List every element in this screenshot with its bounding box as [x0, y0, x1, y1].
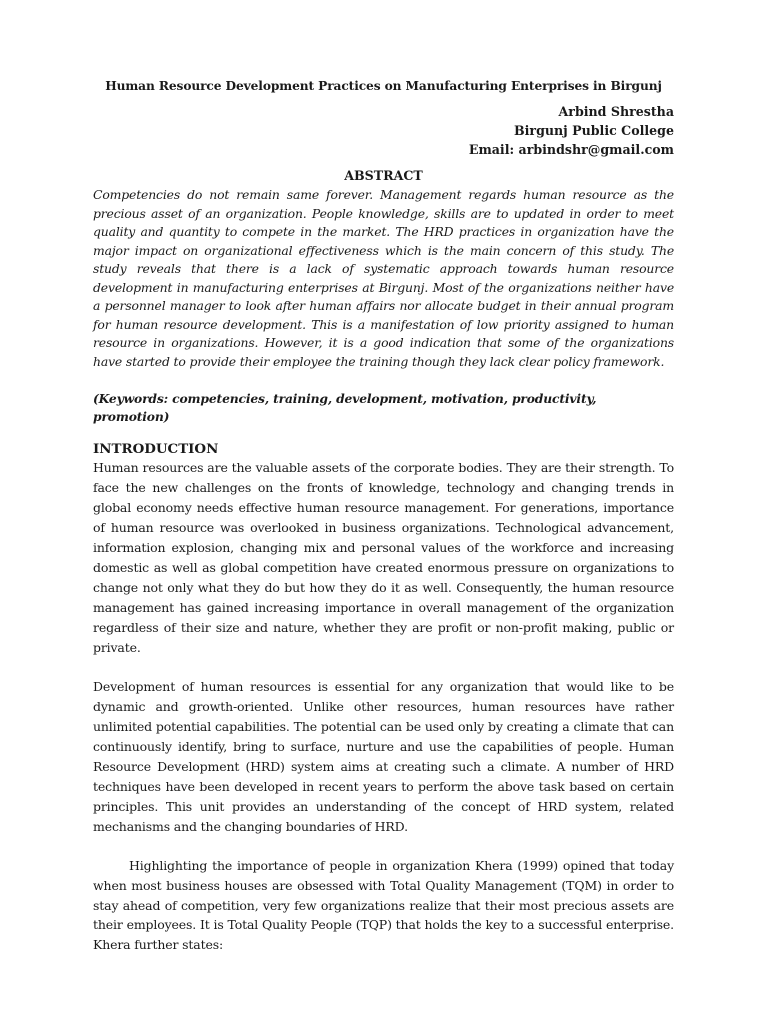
paper-title: Human Resource Development Practices on Manufacturing Enterprises in Birgunj: [105, 79, 662, 93]
introduction-heading: INTRODUCTION: [93, 441, 219, 458]
abstract-text: Competencies do not remain same forever. Management regards human resource as the precious asset of an organization. People knowledge, skills are to updated in order to meet quality and quantity to compete in the market. The HRD practices in organization have the major impact on organizational effectiveness which is the main concern of this study. The study reveals that there is a lack of systematic approach towards human resource development in manufacturing enterprises at Birgunj. Most of the organizations neither have a personnel manager to look after human affairs nor allocate budget in their annual program for human resource development. This is a manifestation of low priority assigned to human resource in organizations. However, it is a good indication that some of the organizations have started to provide their employee the training though they lack clear policy framework.: [93, 187, 674, 369]
introduction-paragraph-1: Human resources are the valuable assets of the corporate bodies. They are their strength. To face the new challenges on the fronts of knowledge, technology and changing trends in global economy needs effective human resource management. For generations, importance of human resource was overlooked in business organizations. Technological advancement, information explosion, changing mix and personal values of the workforce and increasing domestic as well as global competition have created enormous pressure on organizations to change not only what they do but how they do it as well. Consequently, the human resource management has gained increasing importance in overall management of the organization regardless of their size and nature, whether they are profit or non-profit making, public or private.: [93, 460, 674, 656]
author-email: Email: arbindshr@gmail.com: [468, 142, 674, 157]
author-name: Arbind Shrestha: [558, 104, 674, 119]
author-affiliation: Birgunj Public College: [514, 123, 674, 138]
author-block: [93, 102, 674, 159]
keywords-line: (Keywords: competencies, training, development, motivation, productivity, promotion): [93, 391, 597, 425]
document-page: [93, 78, 674, 955]
introduction-paragraph-2: Development of human resources is essential for any organization that would like to be dynamic and growth-oriented. Unlike other resources, human resources have rather unlimited potential capabilities. The potential can be used only by creating a climate that can continuously identify, bring to surface, nurture and use the capabilities of people. Human Resource Development (HRD) system aims at creating such a climate. A number of HRD techniques have been developed in recent years to perform the above task based on certain principles. This unit provides an understanding of the concept of HRD system, related mechanisms and the changing boundaries of HRD.: [93, 679, 674, 834]
abstract-heading: ABSTRACT: [344, 168, 423, 183]
introduction-paragraph-3: Highlighting the importance of people in organization Khera (1999) opined that today when most business houses are obsessed with Total Quality Management (TQM) in order to stay ahead of competition, very few organizations realize that their most precious assets are their employees. It is Total Quality People (TQP) that holds the key to a successful enterprise. Khera further states:: [93, 857, 674, 953]
